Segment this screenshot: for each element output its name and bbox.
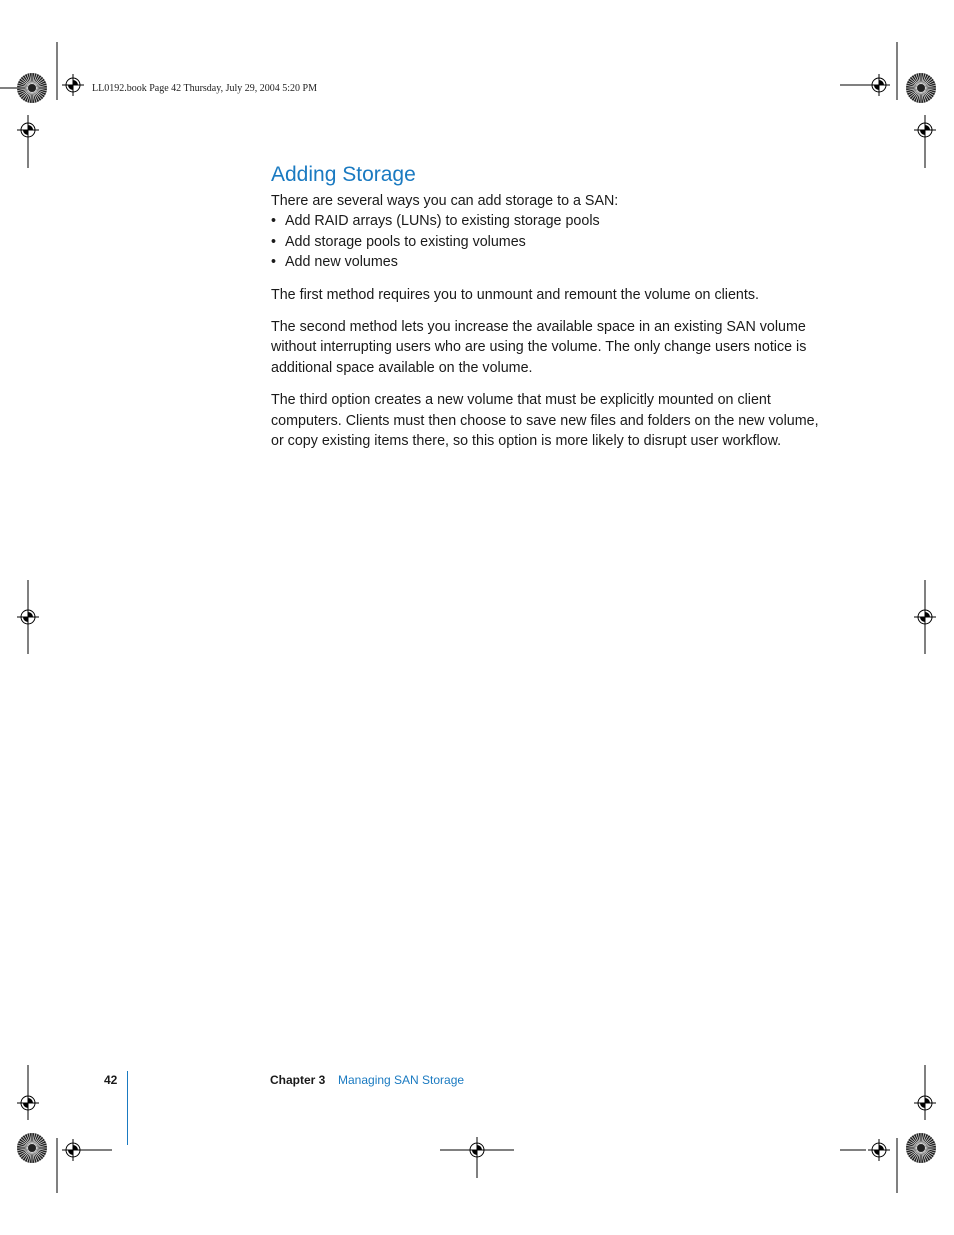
list-item: • Add RAID arrays (LUNs) to existing storage pools (271, 211, 831, 231)
paragraph-third-method: The third option creates a new volume that must be explicitly mounted on client computers. Clients must then choose to save new files and folders on the new volume, or copy existing items there, so this option is more likely to disrupt user workflow. (271, 392, 819, 450)
bullet-icon: • (271, 254, 277, 271)
section-title: Adding Storage (271, 163, 416, 186)
bullet-list (271, 211, 831, 272)
section-adding-storage (271, 160, 831, 451)
list-item: • Add new volumes (271, 252, 831, 272)
footer-chapter-title: Managing SAN Storage (338, 1073, 465, 1087)
intro-paragraph: There are several ways you can add storage to a SAN: (271, 193, 619, 209)
footer-divider (127, 1071, 128, 1145)
paragraph-second-method: The second method lets you increase the available space in an existing SAN volume without interrupting users who are using the volume. The only change users notice is additional space available on the volume. (271, 319, 807, 376)
page-number: 42 (104, 1073, 118, 1087)
print-slug: LL0192.book Page 42 Thursday, July 29, 2004 5:20 PM (92, 83, 317, 94)
paragraph-first-method: The first method requires you to unmount and remount the volume on clients. (271, 286, 759, 303)
footer-chapter: Chapter 3 (270, 1073, 326, 1087)
bullet-icon: • (271, 213, 277, 230)
bullet-icon: • (271, 233, 277, 250)
list-item: • Add storage pools to existing volumes (271, 232, 831, 252)
